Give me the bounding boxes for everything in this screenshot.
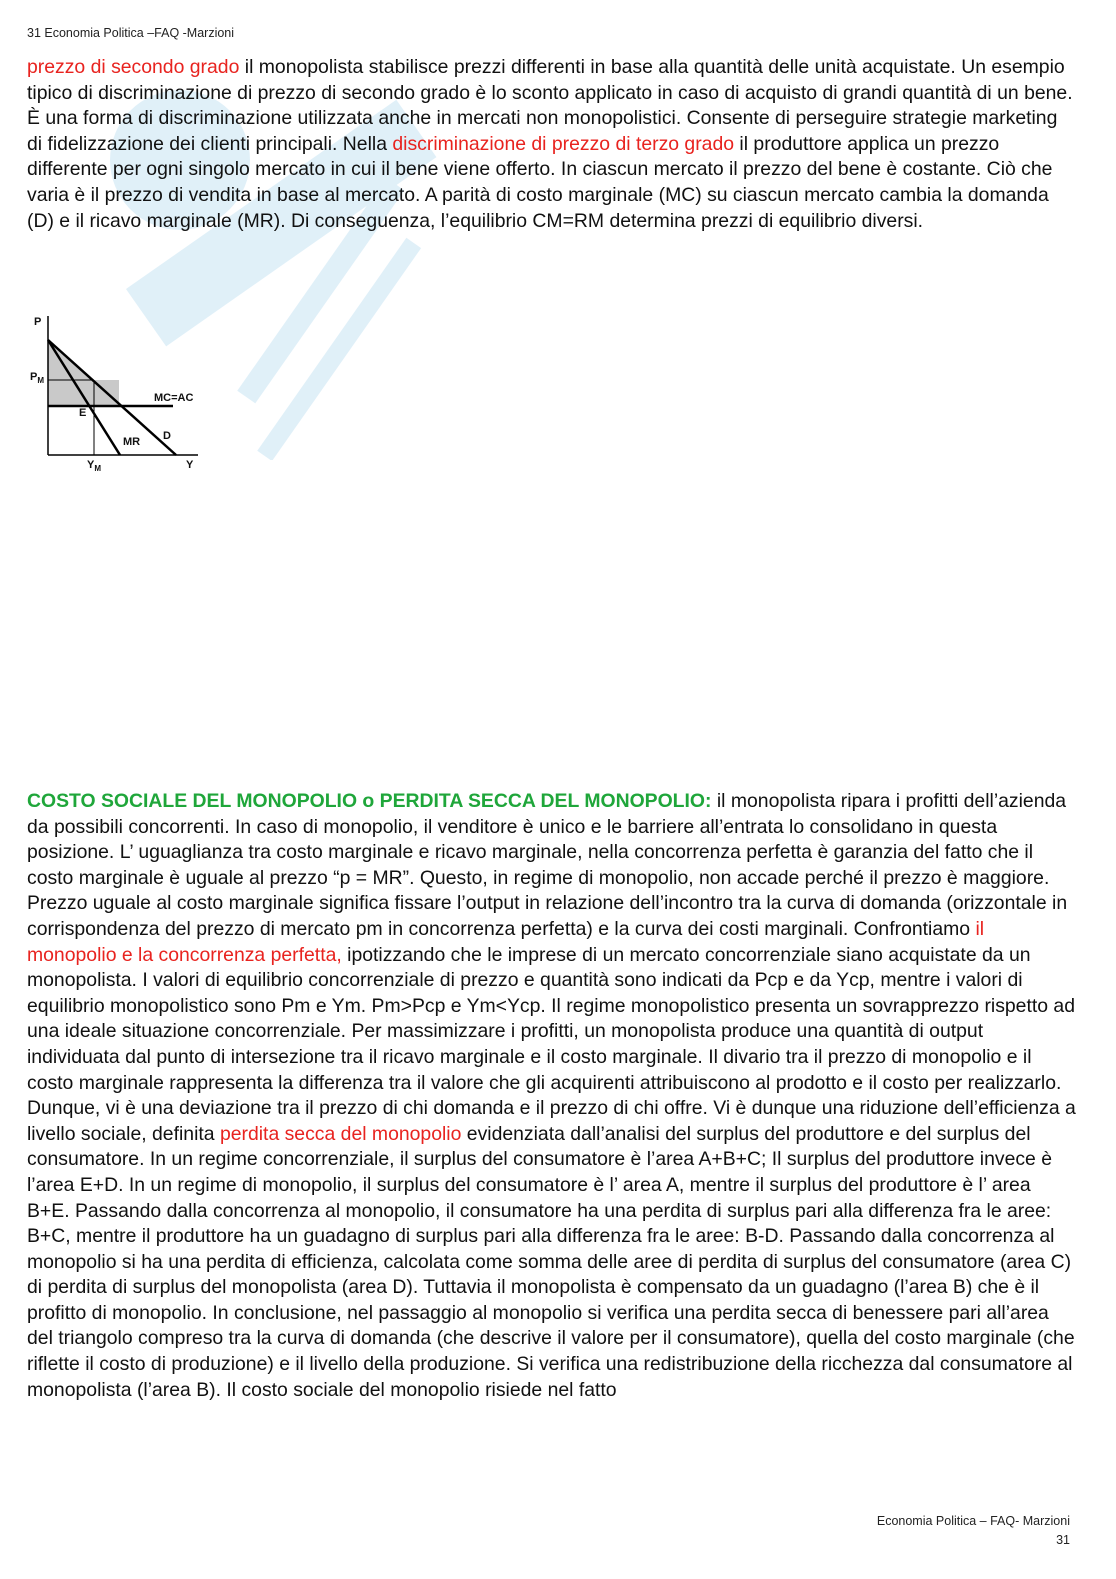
label-pm: $P_M$ xyxy=(30,371,45,385)
running-footer: Economia Politica – FAQ- Marzioni xyxy=(876,1514,1070,1528)
label-mc-ac: MC=AC xyxy=(154,392,194,404)
label-d: D xyxy=(163,430,171,442)
term-third-degree: discriminazione di prezzo di terzo grado xyxy=(392,132,735,155)
page-number: 31 xyxy=(1056,1533,1070,1547)
section-heading: COSTO SOCIALE DEL MONOPOLIO o PERDITA SECCA DEL MONOPOLIO: xyxy=(27,790,712,812)
monopoly-diagram xyxy=(28,310,218,475)
term-deadweight-loss: perdita secca del monopolio xyxy=(219,1122,462,1145)
label-e: E xyxy=(79,407,87,419)
paragraph-social-cost: COSTO SOCIALE DEL MONOPOLIO o PERDITA SECCA DEL MONOPOLIO: il monopolista ripara i profitti dell’azienda da possibili concorrenti. In caso di monopolio, il venditore è unico e le barriere all’entrata lo consolidano in questa posizione. L’ uguaglianza tra costo marginale e ricavo marginale, nella concorrenza perfetta è garanzia del fatto che il costo marginale è uguale al prezzo “p = MR”. Questo, in regime di monopolio, non accade perché il prezzo è maggiore. Prezzo uguale al costo marginale significa fissare l’output in relazione dell’incontro tra la curva di domanda (orizzontale in corrispondenza del prezzo di mercato pm in concorrenza perfetta) e la curva dei costi marginali. Confrontiamo il monopolio e la concorrenza perfetta, ipotizzando che le imprese di un mercato concorrenziale siano acquistate da un monopolista. I valori di equilibrio concorrenziale di prezzo e quantità sono indicati da Pcp e da Ycp, mentre i valori di equilibrio monopolistico sono Pm e Ym. Pm>Pcp e Ym<Ycp. Il regime monopolistico presenta un sovrapprezzo rispetto ad una ideale situazione concorrenziale. Per massimizzare i profitti, un monopolista produce una quantità di output individuata dal punto di intersezione tra il ricavo marginale e il costo marginale. Il divario tra il prezzo di monopolio e il costo marginale rappresenta la differenza tra il valore che gli acquirenti attribuiscono al prodotto e il costo per realizzarlo. Dunque, vi è una deviazione tra il prezzo di chi domanda e il prezzo di chi offre. Vi è dunque una riduzione dell’efficienza a livello sociale, definita perdita secca del monopolio evidenziata dall’analisi del surplus del produttore e del surplus del consumatore. In un regime concorrenziale, il surplus del consumatore è l’area A+B+C; Il surplus del produttore invece è l’area E+D. In un regime di monopolio, il surplus del consumatore è l’ area A, mentre il surplus del produttore è l’ area B+E. Passando dalla concorrenza al monopolio, il consumatore ha una perdita di surplus pari alla differenza fra le aree: B+C, mentre il produttore ha un guadagno di surplus pari alla differenza fra le aree: B-D. Passando dalla concorrenza al monopolio si ha una perdita di efficienza, calcolata come somma delle aree di perdita di surplus del consumatore (area C) di perdita di surplus del monopolista (area D). Tuttavia il monopolista è compensato da un guadagno (l’area B) che è il profitto di monopolio. In conclusione, nel passaggio al monopolio si verifica una perdita secca di benessere pari all’area del triangolo compreso tra la curva di domanda (che descrive il valore per il consumatore), quella del costo marginale (che riflette il costo di produzione) e il livello della produzione. Si verifica una redistribuzione della ricchezza dal consumatore al monopolista (l’area B). Il costo sociale del monopolio risiede nel fatto xyxy=(27,790,1076,1401)
label-ym: $Y_M$ xyxy=(87,459,102,473)
running-header: 31 Economia Politica –FAQ -Marzioni xyxy=(27,26,235,40)
term-second-degree: prezzo di secondo grado xyxy=(27,56,240,78)
term-monopoly-vs-competition: il monopolio e la concorrenza perfetta, xyxy=(27,917,985,966)
label-y: Y xyxy=(186,459,194,471)
paragraph-discrimination: prezzo di secondo grado il monopolista stabilisce prezzi differenti in base alla quantità delle unità acquistate. Un esempio tipico di discriminazione di prezzo di secondo grado è lo sconto applicato in caso di acquisto di grandi quantità di un bene. È una forma di discriminazione utilizzata anche in mercati non monopolistici. Consente di perseguire strategie marketing di fidelizzazione dei clienti principali. Nella discriminazione di prezzo di terzo grado il produttore applica un prezzo differente per ogni singolo mercato in cui il bene viene offerto. In ciascun mercato il prezzo del bene è costante. Ciò che varia è il prezzo di vendita in base al mercato. A parità di costo marginale (MC) su ciascun mercato cambia la domanda (D) e il ricavo marginale (MR). Di conseguenza, l’equilibrio CM=RM determina prezzi di equilibrio diversi. xyxy=(27,56,1073,232)
label-mr: MR xyxy=(123,436,141,448)
label-p: P xyxy=(34,316,42,328)
